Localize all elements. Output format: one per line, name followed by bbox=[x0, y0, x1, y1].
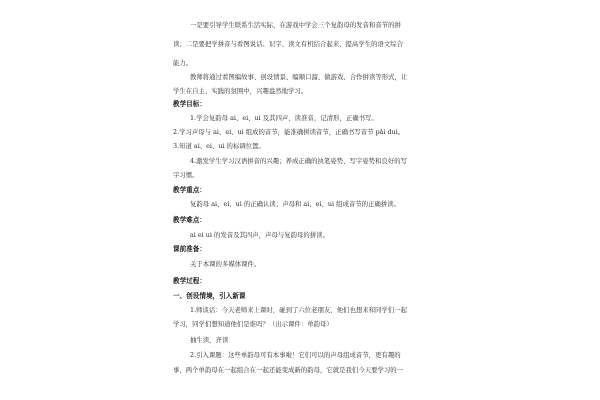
method-paragraph-line-2: 学生在自主、实践的氛围中，兴趣盎然地学习。 bbox=[173, 87, 308, 95]
process-step-1-line-3: 抽生读，齐读 bbox=[190, 336, 229, 344]
objective-3: 3.知道 ai、ei、ui 的标调位置。 bbox=[173, 142, 265, 150]
preparation-text: 关于本课的多媒体课件。 bbox=[190, 260, 261, 268]
process-step-2-line-1: 2.引入课题：这些单韵母可有本事啦！它们可以的声母组成音节，更有趣的 bbox=[190, 351, 401, 359]
section-heading-process: 教学过程： bbox=[173, 277, 206, 285]
section-heading-difficulties: 教学难点： bbox=[173, 216, 206, 224]
objective-1: 1.学会复韵母 ai、ei、ui 及其四声，读准音，记清形，正确书写。 bbox=[190, 114, 378, 122]
page-bottom-fade bbox=[0, 394, 600, 400]
key-points-text: 复韵母 ai、ei、ui 的正确认读；声母和 ai、ei、ui 组成音节的正确拼读。 bbox=[190, 200, 400, 208]
objective-4-line-2: 字习惯。 bbox=[173, 171, 199, 179]
intro-paragraph-line-3: 能力。 bbox=[173, 59, 193, 67]
process-step-1-heading: 一、创设情境，引入新课 bbox=[173, 292, 246, 300]
section-heading-key-points: 教学重点： bbox=[173, 186, 206, 194]
intro-paragraph-line-1: 一是要引导学生联系生活实际，在游戏中学会三个复韵母的发音和音节的拼 bbox=[190, 21, 401, 29]
section-heading-preparation: 课前准备： bbox=[173, 245, 206, 253]
process-step-2-line-2: 事，两个单韵母在一起组合在一起还能变成新的韵母，它就是我们今天要学习的一 bbox=[173, 366, 404, 374]
section-heading-objectives: 教学目标： bbox=[173, 100, 206, 108]
objective-2: 2.学习声母与 ai、ei、ui 组成的音节，能准确拼读音节，正确书写音节 pǎi duì。 bbox=[173, 128, 405, 136]
process-step-1-line-2: 学习，同学们想知道他们是谁吗？（出示课件：单韵母） bbox=[173, 320, 333, 328]
difficulties-text: ai ei ui 的发音及其四声，声母与复韵母的拼读。 bbox=[190, 231, 329, 239]
objective-4-line-1: 4.激发学生学习汉语拼音的兴趣；养成正确的执笔姿势、写字姿势和良好的写 bbox=[190, 157, 407, 165]
process-step-1-line-1: 1.师谈话：今天老师来上课时，碰到了六位老朋友，他们也想来和同学们一起 bbox=[190, 306, 407, 314]
intro-paragraph-line-2: 读；二是要把学拼音与看图说话、识字、读文有机结合起来，提高学生的语文综合 bbox=[173, 40, 404, 48]
method-paragraph-line-1: 教师将通过看图编故事、创设情景、编顺口溜、做游戏、合作拼读等形式，让 bbox=[190, 73, 408, 81]
